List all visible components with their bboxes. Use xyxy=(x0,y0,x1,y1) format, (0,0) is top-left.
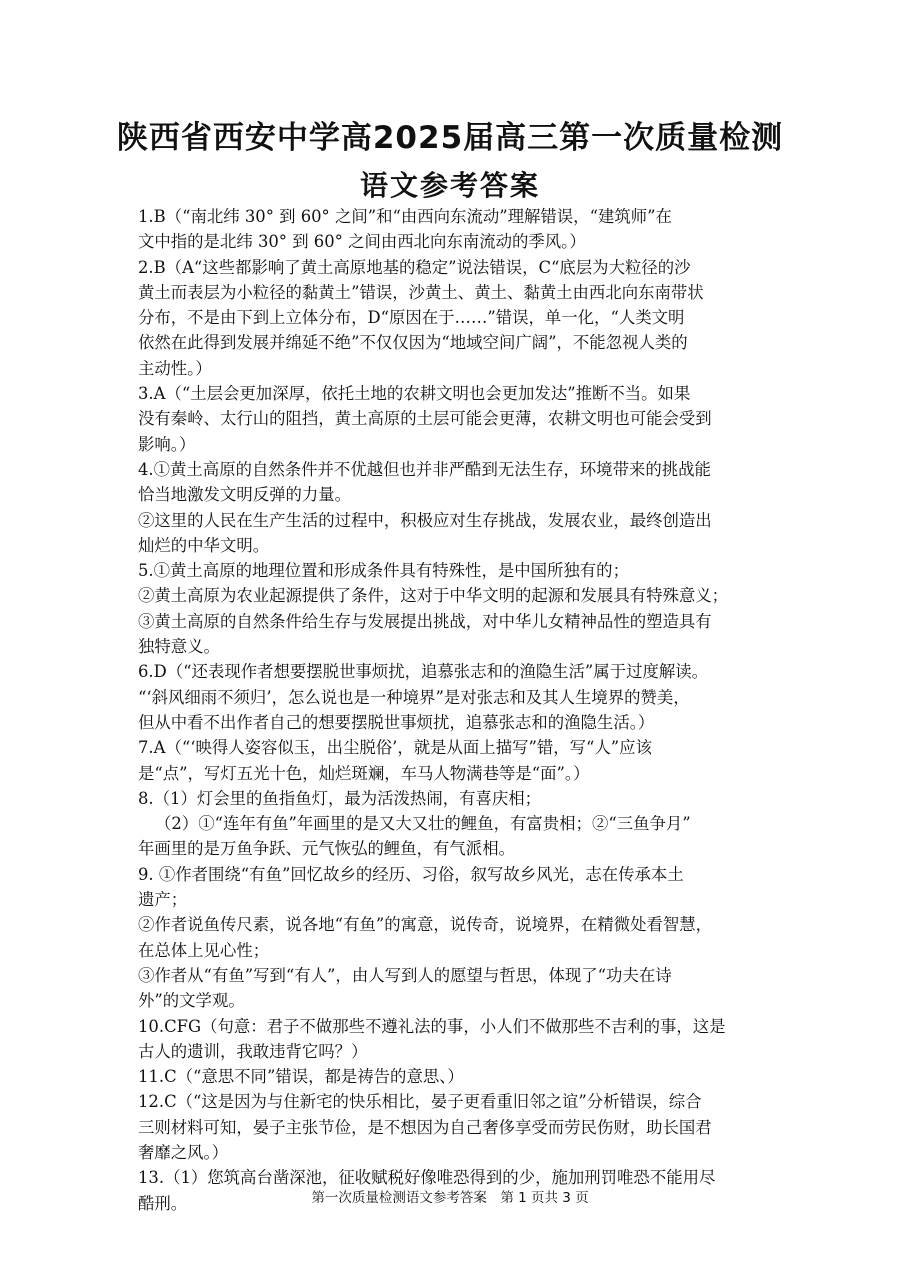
answer-line: 11.C（“意思不同”错误，都是祷告的意思、） xyxy=(138,1067,464,1087)
answer-line: 10.CFG（句意：君子不做那些不遵礼法的事，小人们不做那些不吉利的事，这是 xyxy=(138,1016,726,1036)
answer-line: ②这里的人民在生产生活的过程中，积极应对生存挑战，发展农业，最终创造出 xyxy=(138,510,712,530)
answer-line: （2）①“连年有鱼”年画里的是又大又壮的鲤鱼，有富贵相；②“三鱼争月” xyxy=(155,814,691,834)
answer-line: 是“点”，写灯五光十色，灿烂斑斓，车马人物满巷等是“面”。） xyxy=(138,763,590,783)
answer-line: 13.（1）您筑高台凿深池，征收赋税好像唯恐得到的少，施加刑罚唯恐不能用尽 xyxy=(138,1168,716,1188)
answer-line: ②黄土高原为农业起源提供了条件，这对于中华文明的起源和发展具有特殊意义； xyxy=(138,586,729,606)
answer-line: 3.A（“土层会更加深厚，依托土地的农耕文明也会更加发达”推断不当。如果 xyxy=(138,384,691,404)
answer-line: 影响。） xyxy=(138,434,196,454)
answer-line: 6.D（“还表现作者想要摆脱世事烦扰，追慕张志和的渔隐生活”属于过度解读。 xyxy=(138,662,709,682)
answer-line: 12.C（“这是因为与住新宅的快乐相比，晏子更看重旧邻之谊”分析错误，综合 xyxy=(138,1092,702,1112)
answer-line: 文中指的是北纬 30° 到 60° 之间由西北向东南流动的季风。） xyxy=(138,232,586,252)
answer-line: 古人的遗训，我敢违背它吗？） xyxy=(138,1041,368,1061)
answer-line: 灿烂的中华文明。 xyxy=(138,535,270,555)
answer-line: 8.（1）灯会里的鱼指鱼灯，最为活泼热闹，有喜庆相； xyxy=(138,788,542,808)
answer-line: ②作者说鱼传尺素，说各地“有鱼”的寓意，说传奇，说境界，在精微处看智慧， xyxy=(138,915,713,935)
page-subtitle: 语文参考答案 xyxy=(359,169,540,202)
answer-line: 9. ①作者围绕“有鱼”回忆故乡的经历、习俗，叙写故乡风光，志在传承本土 xyxy=(138,864,684,884)
answer-line: “‘斜风细雨不须归’，怎么说也是一种境界”是对张志和及其人生境界的赞美， xyxy=(138,687,690,707)
answer-line: 年画里的是万鱼争跃、元气恢弘的鲤鱼，有气派相。 xyxy=(138,839,515,859)
answer-line: 恰当地激发文明反弹的力量。 xyxy=(138,485,352,505)
answer-line: ③黄土高原的自然条件给生存与发展提出挑战，对中华儿女精神品性的塑造具有 xyxy=(138,611,712,631)
answer-line: 依然在此得到发展并绵延不绝”不仅仅因为“地域空间广阔”，不能忽视人类的 xyxy=(138,333,688,353)
answer-line: 在总体上见心性； xyxy=(138,940,270,960)
answer-line: 2.B（A“这些都影响了黄土高原地基的稳定”说法错误，C“底层为大粒径的沙 xyxy=(138,257,691,277)
answer-line: 奢靡之风。） xyxy=(138,1142,229,1162)
answer-line: 黄土而表层为小粒径的黏黄土”错误，沙黄土、黄土、黏黄土由西北向东南带状 xyxy=(138,282,704,302)
answer-line: 主动性。） xyxy=(138,358,212,378)
answer-line: 遗产； xyxy=(138,890,188,910)
page-footer: 第一次质量检测语文参考答案 第 1 页共 3 页 xyxy=(311,1190,589,1206)
answer-line: 三则材料可知，晏子主张节俭，是不想因为自己奢侈享受而劳民伤财，助长国君 xyxy=(138,1117,712,1137)
page-title: 陕西省西安中学高2025届高三第一次质量检测 xyxy=(116,120,784,156)
answer-line: 4.①黄土高原的自然条件并不优越但也并非严酷到无法生存，环境带来的挑战能 xyxy=(138,459,711,479)
answer-line: 5.①黄土高原的地理位置和形成条件具有特殊性，是中国所独有的； xyxy=(138,561,629,581)
answer-line: 酷刑。 xyxy=(138,1193,188,1213)
answer-line: 分布，不是由下到上立体分布，D“原因在于……”错误，单一化，“人类文明 xyxy=(138,308,685,328)
answer-line: 外”的文学观。 xyxy=(138,991,245,1011)
answer-line: 没有秦岭、太行山的阻挡，黄土高原的土层可能会更薄，农耕文明也可能会受到 xyxy=(138,409,712,429)
answer-line: 独特意义。 xyxy=(138,637,220,657)
answer-line: 7.A（“‘映得人姿容似玉，出尘脱俗’，就是从面上描写”错，写“人”应该 xyxy=(138,738,652,758)
answer-list xyxy=(138,204,778,1216)
answer-line: ③作者从“有鱼”写到“有人”，由人写到人的愿望与哲思，体现了“功夫在诗 xyxy=(138,965,672,985)
answer-line: 1.B（“南北纬 30° 到 60° 之间”和“由西向东流动”理解错误，“建筑师”在 xyxy=(138,207,672,226)
answer-line: 但从中看不出作者自己的想要摆脱世事烦扰，追慕张志和的渔隐生活。） xyxy=(138,712,655,732)
